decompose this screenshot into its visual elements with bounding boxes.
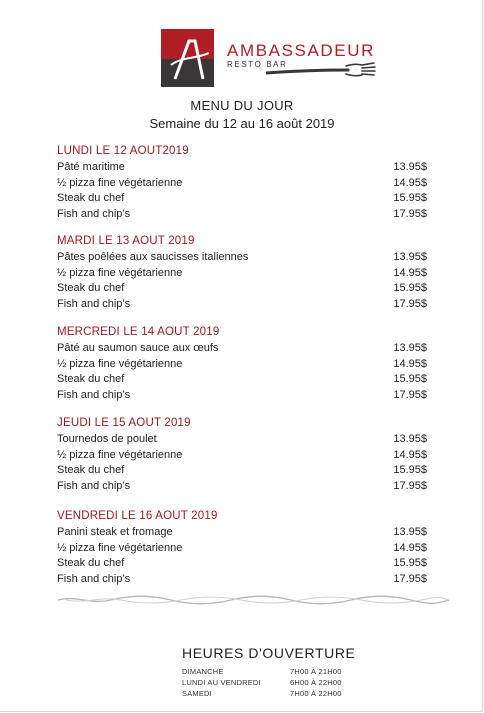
day-section-friday xyxy=(57,508,427,587)
hours-row xyxy=(182,688,362,699)
dish-price: 14.95$ xyxy=(393,176,427,189)
menu-item xyxy=(57,341,427,357)
ornament-divider xyxy=(56,594,451,606)
hours-time: 7H00 À 21H00 xyxy=(290,667,342,676)
dish-price: 17.95$ xyxy=(393,388,427,401)
menu-item xyxy=(57,357,427,373)
menu-item xyxy=(57,266,427,282)
dish-name: Steak du chef xyxy=(57,373,125,385)
opening-hours xyxy=(182,666,362,699)
dish-name: Steak du chef xyxy=(57,282,125,294)
menu-item xyxy=(57,372,427,388)
dish-price: 14.95$ xyxy=(393,266,427,279)
menu-item xyxy=(57,572,427,588)
dish-price: 13.95$ xyxy=(393,342,427,354)
fork-icon xyxy=(266,59,376,81)
menu-item xyxy=(57,556,427,572)
day-section-wednesday xyxy=(57,324,427,403)
hours-row xyxy=(182,666,362,677)
menu-item xyxy=(57,191,427,207)
menu-item xyxy=(57,160,427,176)
day-title: VENDREDI LE 16 AOUT 2019 xyxy=(57,510,218,522)
restaurant-logo xyxy=(161,29,376,87)
dish-name: Fish and chip’s xyxy=(57,207,131,220)
dish-name: Pâté au saumon sauce aux œufs xyxy=(57,342,219,354)
menu-item xyxy=(57,250,427,266)
dish-name: Fish and chip’s xyxy=(57,479,131,492)
dish-price: 14.95$ xyxy=(393,541,427,554)
menu-title: MENU DU JOUR xyxy=(190,98,294,113)
logo-subtitle: RESTO BAR xyxy=(227,60,288,69)
logo-wordmark: AMBASSADEUR xyxy=(227,41,375,60)
dish-name: Steak du chef xyxy=(57,464,125,476)
dish-price: 17.95$ xyxy=(393,297,427,310)
dish-name: ½ pizza fine végétarienne xyxy=(57,176,183,189)
hours-time: 7H00 À 22H00 xyxy=(290,689,342,698)
hours-time: 6H00 À 22H00 xyxy=(290,678,342,687)
dish-name: Fish and chip’s xyxy=(57,572,131,585)
dish-name: ½ pizza fine végétarienne xyxy=(57,357,183,370)
day-section-monday xyxy=(57,143,427,222)
dish-price: 15.95$ xyxy=(393,464,427,476)
hours-title: HEURES D'OUVERTURE xyxy=(182,645,356,661)
menu-item xyxy=(57,176,427,192)
menu-item xyxy=(57,541,427,557)
dish-name: Tournedos de poulet xyxy=(57,433,157,445)
dish-price: 13.95$ xyxy=(393,161,427,173)
menu-item xyxy=(57,297,427,313)
dish-name: ½ pizza fine végétarienne xyxy=(57,266,183,279)
dish-name: ½ pizza fine végétarienne xyxy=(57,448,183,461)
dish-price: 15.95$ xyxy=(393,373,427,385)
dish-name: Steak du chef xyxy=(57,557,125,569)
letter-a-icon xyxy=(169,35,209,83)
day-section-tuesday xyxy=(57,233,427,312)
dish-price: 17.95$ xyxy=(393,207,427,220)
dish-name: Panini steak et fromage xyxy=(57,526,173,538)
dish-price: 17.95$ xyxy=(393,479,427,492)
hours-day: DIMANCHE xyxy=(182,667,224,676)
day-title: LUNDI LE 12 AOUT2019 xyxy=(57,145,189,157)
menu-week: Semaine du 12 au 16 août 2019 xyxy=(149,116,335,131)
day-title: MERCREDI LE 14 AOUT 2019 xyxy=(57,326,220,338)
day-title: JEUDI LE 15 AOUT 2019 xyxy=(57,417,191,429)
hours-row xyxy=(182,677,362,688)
dish-price: 14.95$ xyxy=(393,448,427,461)
dish-name: ½ pizza fine végétarienne xyxy=(57,541,183,554)
dish-price: 15.95$ xyxy=(393,192,427,204)
dish-name: Steak du chef xyxy=(57,192,125,204)
menu-item xyxy=(57,432,427,448)
day-title: MARDI LE 13 AOUT 2019 xyxy=(57,235,195,247)
dish-price: 17.95$ xyxy=(393,572,427,585)
day-section-thursday xyxy=(57,415,427,494)
menu-item xyxy=(57,448,427,464)
dish-price: 13.95$ xyxy=(393,251,427,263)
hours-day: LUNDI AU VENDREDI xyxy=(182,678,261,687)
dish-price: 13.95$ xyxy=(393,433,427,445)
menu-item xyxy=(57,388,427,404)
dish-name: Pâtes poêlées aux saucisses italiennes xyxy=(57,251,249,263)
dish-name: Pâté maritime xyxy=(57,161,125,173)
menu-item xyxy=(57,463,427,479)
hours-day: SAMEDI xyxy=(182,689,212,698)
dish-price: 13.95$ xyxy=(393,526,427,538)
dish-name: Fish and chip’s xyxy=(57,388,131,401)
dish-price: 15.95$ xyxy=(393,557,427,569)
menu-item xyxy=(57,207,427,223)
menu-item xyxy=(57,281,427,297)
dish-name: Fish and chip’s xyxy=(57,297,131,310)
menu-item xyxy=(57,525,427,541)
dish-price: 14.95$ xyxy=(393,357,427,370)
menu-item xyxy=(57,479,427,495)
dish-price: 15.95$ xyxy=(393,282,427,294)
